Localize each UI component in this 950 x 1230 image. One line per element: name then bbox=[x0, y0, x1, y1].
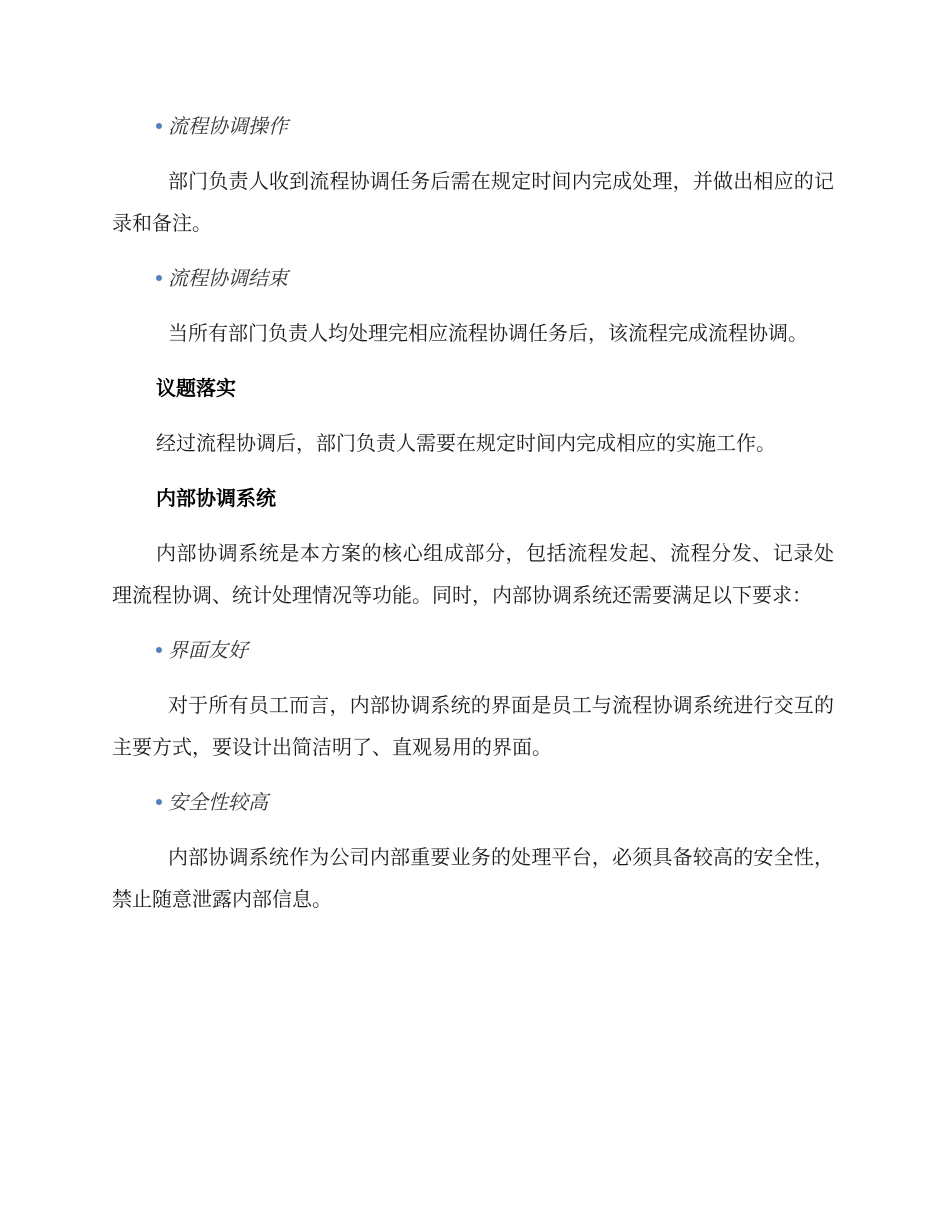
paragraph-internal-system: 内部协调系统是本方案的核心组成部分，包括流程发起、流程分发、记录处理流程协调、统计处理情况等功能。同时，内部协调系统还需要满足以下要求： bbox=[112, 541, 834, 607]
bullet-label: 流程协调操作 bbox=[168, 114, 288, 138]
bullet-dot-icon bbox=[156, 647, 162, 653]
bullet-dot-icon bbox=[156, 123, 162, 129]
bullet-label: 界面友好 bbox=[168, 638, 248, 662]
bullet-label: 流程协调结束 bbox=[168, 266, 288, 290]
bullet-item-friendly-ui bbox=[112, 630, 834, 670]
bullet-dot-icon bbox=[156, 799, 162, 805]
paragraph-security: 内部协调系统作为公司内部重要业务的处理平台，必须具备较高的安全性，禁止随意泄露内部信息。 bbox=[112, 845, 834, 911]
bullet-dot-icon bbox=[156, 275, 162, 281]
section-heading-implementation: 议题落实 bbox=[156, 376, 236, 400]
paragraph-implementation: 经过流程协调后，部门负责人需要在规定时间内完成相应的实施工作。 bbox=[156, 431, 776, 455]
paragraph-process-end: 当所有部门负责人均处理完相应流程协调任务后，该流程完成流程协调。 bbox=[168, 321, 808, 345]
bullet-item-security bbox=[112, 782, 834, 822]
section-heading-internal-system: 内部协调系统 bbox=[156, 486, 276, 510]
paragraph-process-operation: 部门负责人收到流程协调任务后需在规定时间内完成处理，并做出相应的记录和备注。 bbox=[112, 169, 834, 235]
bullet-item-process-operation bbox=[112, 106, 834, 146]
paragraph-friendly-ui: 对于所有员工而言，内部协调系统的界面是员工与流程协调系统进行交互的主要方式，要设计出简洁明了、直观易用的界面。 bbox=[112, 693, 834, 759]
document-content bbox=[112, 106, 834, 920]
bullet-label: 安全性较高 bbox=[168, 790, 268, 814]
bullet-item-process-end bbox=[112, 258, 834, 298]
